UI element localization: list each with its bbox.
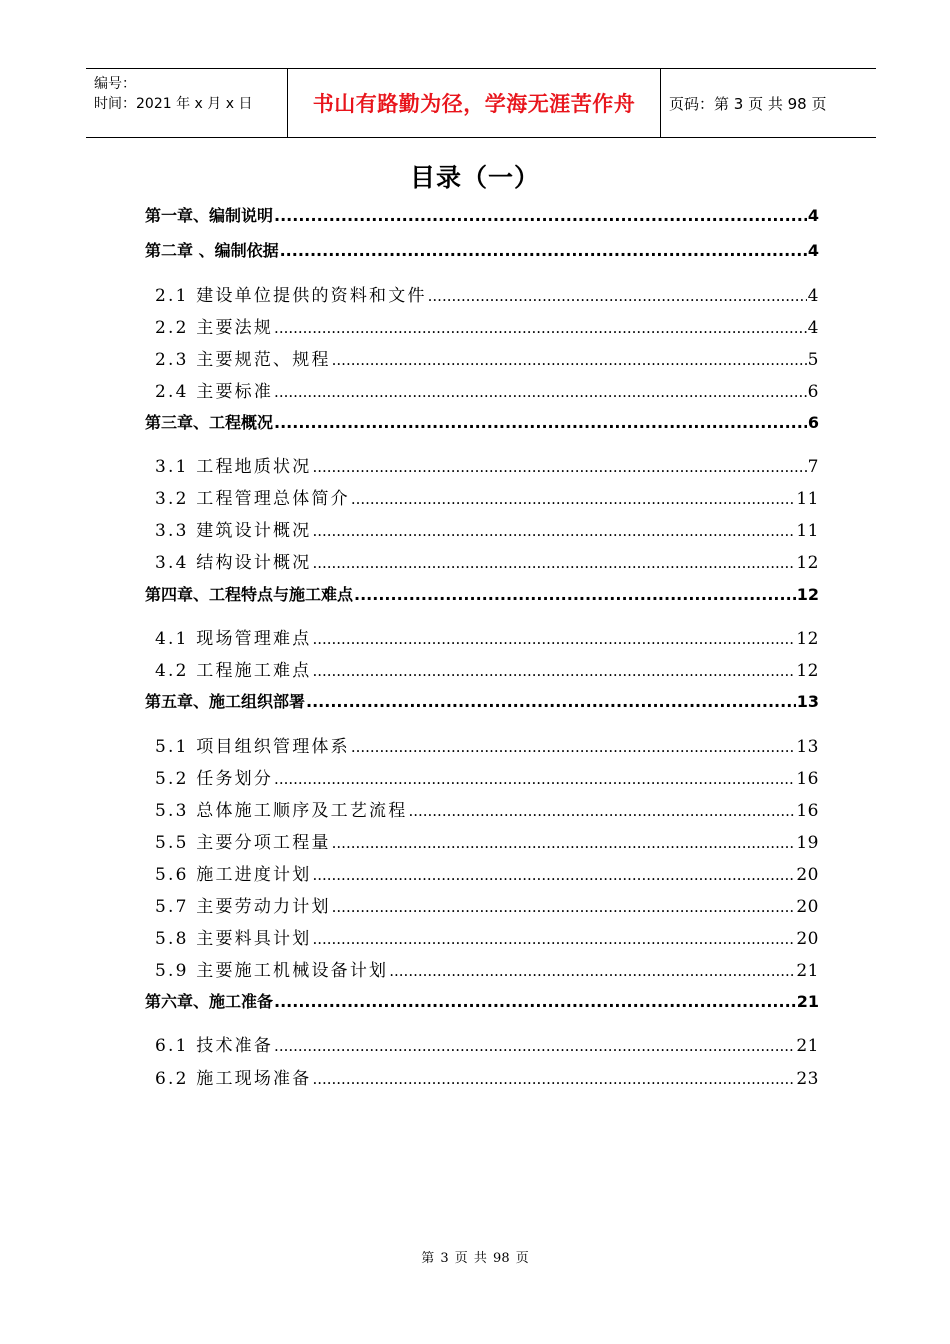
toc-entry-page: 11: [796, 489, 819, 509]
header-page-info: 页码：第 3 页 共 98 页: [669, 94, 827, 113]
toc-entry-label: 6.2 施工现场准备: [155, 1069, 312, 1089]
toc-entry-page: 4: [807, 318, 819, 338]
toc-leader-dots: [306, 692, 796, 711]
toc-entry-page: 6: [807, 382, 819, 402]
toc-section-entry[interactable]: [155, 281, 819, 306]
toc-entry-label: 第二章 、编制依据: [145, 241, 279, 260]
toc-entry-page: 13: [796, 692, 819, 711]
toc-entry-label: 第五章、施工组织部署: [145, 692, 306, 711]
header-motto: 书山有路勤为径，学海无涯苦作舟: [288, 69, 661, 137]
toc-leader-dots: [274, 383, 807, 401]
toc-section-entry[interactable]: [155, 452, 819, 477]
toc-leader-dots: [274, 319, 807, 337]
toc-entry-label: 5.5 主要分项工程量: [155, 833, 331, 853]
toc-entry-page: 21: [796, 961, 819, 981]
toc-leader-dots: [312, 866, 795, 884]
toc-entry-page: 12: [796, 629, 819, 649]
toc-entry-page: 16: [796, 769, 819, 789]
toc-entry-label: 3.4 结构设计概况: [155, 553, 312, 573]
toc-chapter-entry[interactable]: [145, 689, 819, 712]
toc-entry-label: 3.2 工程管理总体简介: [155, 489, 350, 509]
toc-leader-dots: [274, 206, 807, 225]
toc-entry-label: 5.6 施工进度计划: [155, 865, 312, 885]
toc-section-entry[interactable]: [155, 924, 819, 949]
toc-entry-label: 5.1 项目组织管理体系: [155, 737, 350, 757]
toc-section-entry[interactable]: [155, 796, 819, 821]
toc-entry-page: 6: [807, 413, 819, 432]
toc-leader-dots: [332, 898, 796, 916]
toc-leader-dots: [312, 662, 795, 680]
toc-entry-page: 7: [807, 457, 819, 477]
toc-leader-dots: [351, 738, 796, 756]
toc-section-entry[interactable]: [155, 1031, 819, 1056]
toc-entry-page: 23: [796, 1069, 819, 1089]
toc-entry-label: 第一章、编制说明: [145, 206, 274, 225]
toc-leader-dots: [312, 1070, 795, 1088]
toc-section-entry[interactable]: [155, 956, 819, 981]
toc-leader-dots: [312, 554, 795, 572]
toc-section-entry[interactable]: [155, 892, 819, 917]
toc-entry-page: 11: [796, 521, 819, 541]
toc-entry-label: 5.9 主要施工机械设备计划: [155, 961, 389, 981]
toc-entry-page: 4: [807, 241, 819, 260]
toc-section-entry[interactable]: [155, 1064, 819, 1089]
toc-leader-dots: [280, 241, 807, 260]
toc-chapter-entry[interactable]: [145, 203, 819, 226]
toc-entry-label: 5.7 主要劳动力计划: [155, 897, 331, 917]
toc-section-entry[interactable]: [155, 548, 819, 573]
toc-entry-label: 第四章、工程特点与施工难点: [145, 585, 354, 604]
toc-entry-label: 3.1 工程地质状况: [155, 457, 312, 477]
toc-entry-page: 12: [796, 661, 819, 681]
toc-entry-label: 2.4 主要标准: [155, 382, 274, 402]
toc-entry-page: 12: [796, 553, 819, 573]
toc-leader-dots: [312, 930, 795, 948]
toc-entry-label: 2.1 建设单位提供的资料和文件: [155, 286, 427, 306]
toc-entry-page: 20: [796, 929, 819, 949]
toc-leader-dots: [354, 585, 796, 604]
toc-entry-page: 20: [796, 865, 819, 885]
toc-chapter-entry[interactable]: [145, 410, 819, 433]
toc-section-entry[interactable]: [155, 732, 819, 757]
toc-section-entry[interactable]: [155, 656, 819, 681]
toc-entry-page: 5: [807, 350, 819, 370]
toc-entry-page: 20: [796, 897, 819, 917]
toc-entry-label: 第六章、施工准备: [145, 992, 274, 1011]
toc-leader-dots: [274, 1037, 795, 1055]
toc-section-entry[interactable]: [155, 516, 819, 541]
toc-entry-label: 4.2 工程施工难点: [155, 661, 312, 681]
toc-leader-dots: [274, 770, 795, 788]
toc-leader-dots: [332, 351, 807, 369]
toc-section-entry[interactable]: [155, 624, 819, 649]
toc-section-entry[interactable]: [155, 764, 819, 789]
toc-entry-label: 5.3 总体施工顺序及工艺流程: [155, 801, 408, 821]
page-footer: 第 3 页 共 98 页: [421, 1251, 529, 1266]
header-number-label: 编号：: [94, 76, 136, 92]
header-table: [86, 68, 876, 138]
toc-leader-dots: [274, 413, 807, 432]
page-title: 目录（一）: [409, 163, 540, 192]
toc-leader-dots: [351, 490, 796, 508]
toc-entry-page: 19: [796, 833, 819, 853]
toc-entry-page: 16: [796, 801, 819, 821]
toc-chapter-entry[interactable]: [145, 238, 819, 261]
toc-entry-page: 4: [807, 206, 819, 225]
toc-entry-page: 21: [796, 1036, 819, 1056]
toc-section-entry[interactable]: [155, 484, 819, 509]
toc-entry-label: 5.2 任务划分: [155, 769, 274, 789]
toc-entry-label: 2.3 主要规范、规程: [155, 350, 331, 370]
toc-leader-dots: [332, 834, 796, 852]
header-page-cell: [661, 69, 876, 137]
toc-section-entry[interactable]: [155, 345, 819, 370]
toc-leader-dots: [312, 630, 795, 648]
toc-chapter-entry[interactable]: [145, 582, 819, 605]
toc-leader-dots: [408, 802, 795, 820]
toc-chapter-entry[interactable]: [145, 989, 819, 1012]
toc-leader-dots: [389, 962, 795, 980]
toc-leader-dots: [312, 522, 795, 540]
toc-entry-label: 5.8 主要料具计划: [155, 929, 312, 949]
toc-entry-page: 12: [796, 585, 819, 604]
toc-entry-label: 4.1 现场管理难点: [155, 629, 312, 649]
toc-section-entry[interactable]: [155, 313, 819, 338]
toc-entry-label: 2.2 主要法规: [155, 318, 274, 338]
toc-entry-page: 21: [796, 992, 819, 1011]
toc-entry-label: 3.3 建筑设计概况: [155, 521, 312, 541]
toc-leader-dots: [274, 992, 796, 1011]
toc-leader-dots: [428, 287, 807, 305]
toc-section-entry[interactable]: [155, 828, 819, 853]
toc-entry-page: 13: [796, 737, 819, 757]
toc-leader-dots: [312, 458, 806, 476]
toc-entry-page: 4: [807, 286, 819, 306]
toc-entry-label: 6.1 技术准备: [155, 1036, 274, 1056]
header-meta-cell: [86, 69, 288, 137]
toc-entry-label: 第三章、工程概况: [145, 413, 274, 432]
toc-section-entry[interactable]: [155, 377, 819, 402]
toc-section-entry[interactable]: [155, 860, 819, 885]
header-time-label: 时间：2021 年 x 月 x 日: [94, 96, 253, 112]
